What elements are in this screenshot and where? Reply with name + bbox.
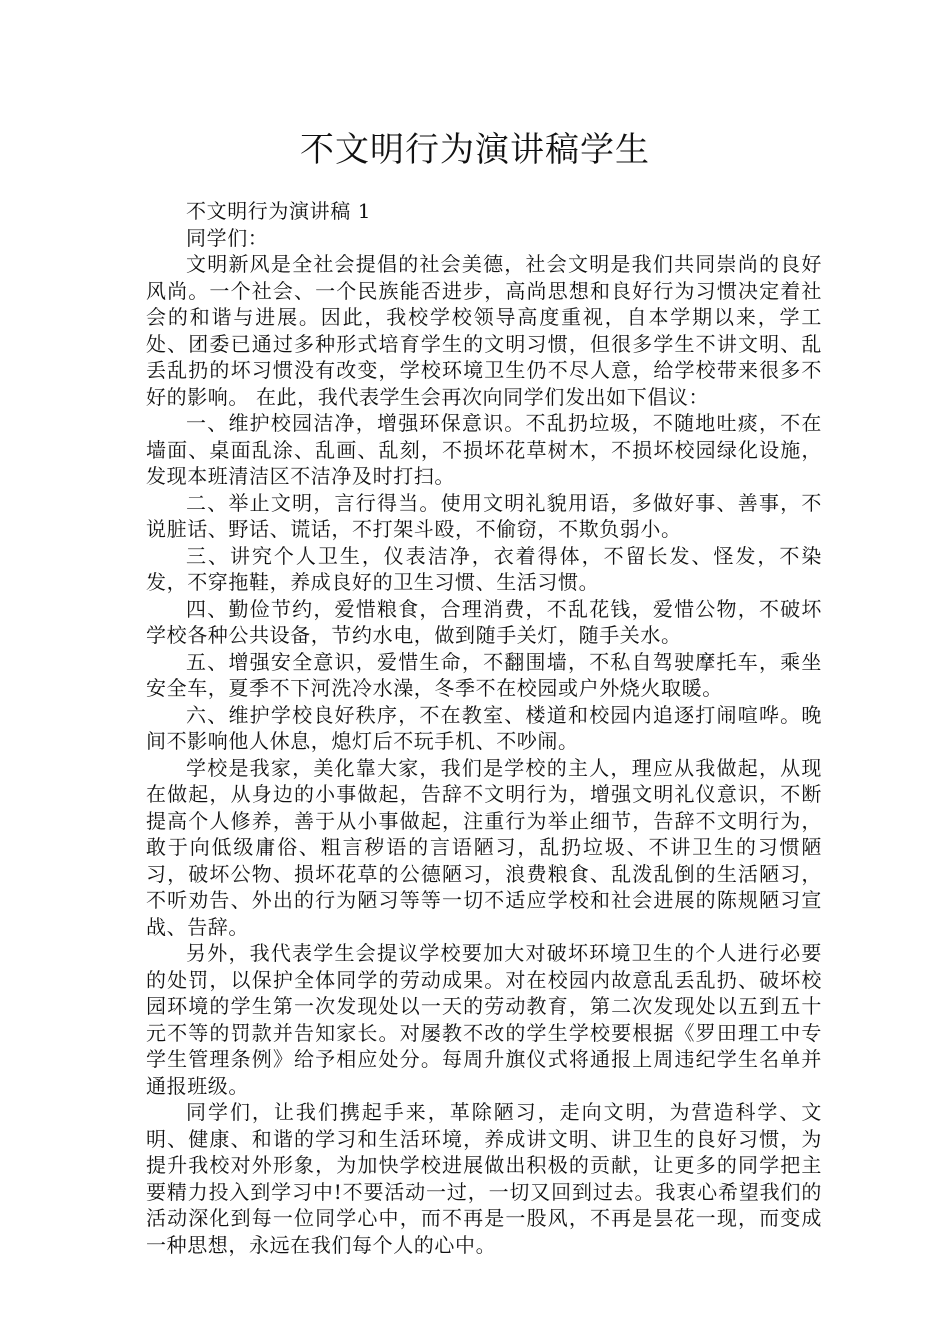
paragraph-proposal-2: 二、举止文明，言行得当。使用文明礼貌用语，多做好事、善事，不说脏话、野话、谎话，不打架斗殴，不偷窃，不欺负弱小。 xyxy=(146,490,822,541)
salutation: 同学们： xyxy=(186,225,269,250)
document-title: 不文明行为演讲稿学生 xyxy=(300,130,650,170)
paragraph-proposal-1: 一、维护校园洁净，增强环保意识。不乱扔垃圾，不随地吐痰，不在墙面、桌面乱涂、乱画、乱刻，不损坏花草树木，不损坏校园绿化设施，发现本班清洁区不洁净及时打扫。 xyxy=(146,411,822,488)
paragraph-intro: 文明新风是全社会提倡的社会美德，社会文明是我们共同崇尚的良好风尚。一个社会、一个民族能否进步，高尚思想和良好行为习惯决定着社会的和谐与进展。因此，我校学校领导高度重视，自本学期以来，学工处、团委已通过多种形式培育学生的文明习惯，但很多学生不讲文明、乱丢乱扔的坏习惯没有改变，学校环境卫生仍不尽人意，给学校带来很多不好的影响。 在此，我代表学生会再次向同学们发出如下倡议： xyxy=(146,252,822,409)
paragraph-penalties: 另外，我代表学生会提议学校要加大对破坏环境卫生的个人进行必要的处罚，以保护全体同学的劳动成果。对在校园内故意乱丢乱扔、破坏校园环境的学生第一次发现处以一天的劳动教育，第二次发现处以五到五十元不等的罚款并告知家长。对屡教不改的学生学校要根据《罗田理工中专学生管理条例》给予相应处分。每周升旗仪式将通报上周违纪学生名单并通报班级。 xyxy=(146,941,822,1098)
paragraph-closing: 同学们，让我们携起手来，革除陋习，走向文明，为营造科学、文明、健康、和谐的学习和生活环境，养成讲文明、讲卫生的良好习惯，为提升我校对外形象，为加快学校进展做出积极的贡献，让更多的同学把主要精力投入到学习中!不要活动一过，一切又回到过去。我衷心希望我们的活动深化到每一位同学心中，而不再是一股风，不再是昙花一现，而变成一种思想，永远在我们每个人的心中。 xyxy=(146,1100,822,1257)
speech-heading: 不文明行为演讲稿 1 xyxy=(186,199,372,223)
paragraph-proposal-4: 四、勤俭节约，爱惜粮食，合理消费，不乱花钱，爱惜公物，不破坏学校各种公共设备，节约水电，做到随手关灯，随手关水。 xyxy=(146,596,822,647)
paragraph-proposal-3: 三、讲究个人卫生，仪表洁净，衣着得体，不留长发、怪发，不染发，不穿拖鞋，养成良好的卫生习惯、生活习惯。 xyxy=(146,543,822,594)
paragraph-proposal-6: 六、维护学校良好秩序，不在教室、楼道和校园内追逐打闹喧哗。晚间不影响他人休息，熄灯后不玩手机、不吵闹。 xyxy=(146,702,822,753)
paragraph-proposal-5: 五、增强安全意识，爱惜生命，不翻围墙，不私自驾驶摩托车，乘坐安全车，夏季不下河洗冷水澡，冬季不在校园或户外烧火取暖。 xyxy=(146,649,822,700)
document-body xyxy=(146,198,822,1258)
paragraph-school-home: 学校是我家，美化靠大家，我们是学校的主人，理应从我做起，从现在做起，从身边的小事做起，告辞不文明行为，增强文明礼仪意识，不断提高个人修养，善于从小事做起，注重行为举止细节，告辞不文明行为，敢于向低级庸俗、粗言秽语的言语陋习，乱扔垃圾、不讲卫生的习惯陋习，破坏公物、损坏花草的公德陋习，浪费粮食、乱泼乱倒的生活陋习，不听劝告、外出的行为陋习等等一切不适应学校和社会进展的陈规陋习宣战、告辞。 xyxy=(146,755,822,939)
